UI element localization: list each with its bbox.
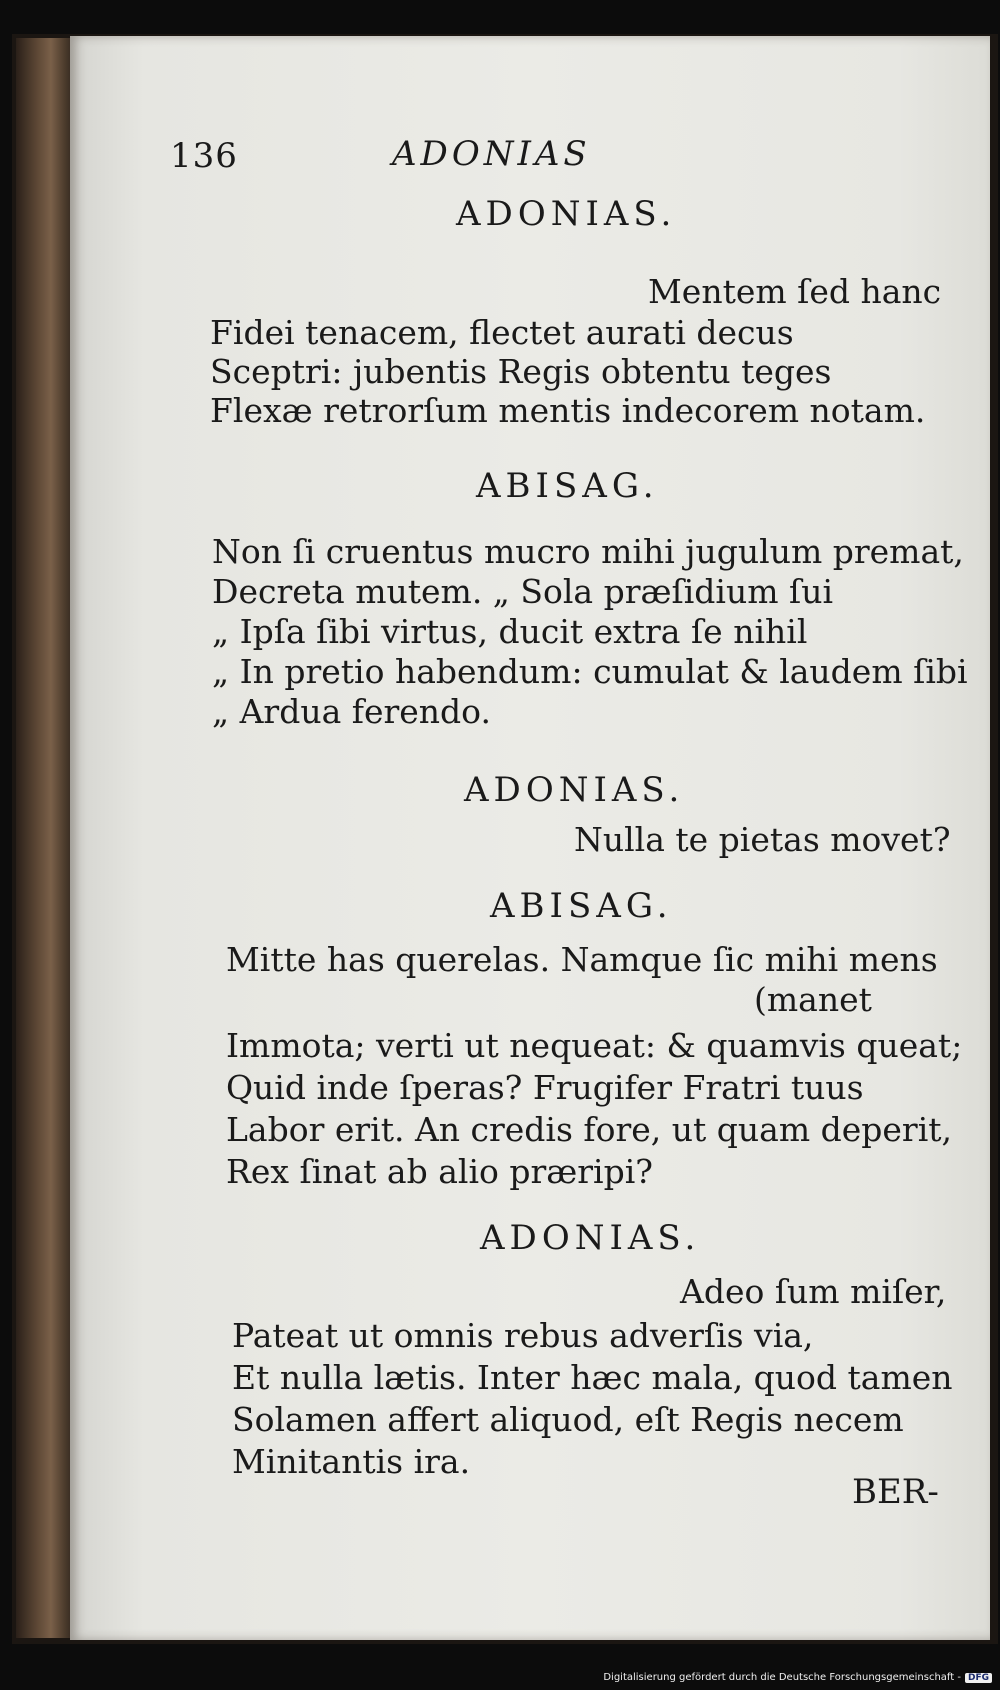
verse-line: Non ſi cruentus mucro mihi jugulum premat, xyxy=(212,532,964,571)
verse-line: Nulla te pietas movet? xyxy=(574,820,951,859)
verse-line: Sceptri: jubentis Regis obtentu teges xyxy=(210,352,832,391)
dfg-logo-icon: DFG xyxy=(965,1673,992,1683)
verse-line: (manet xyxy=(754,980,872,1019)
verse-line: Flexæ retrorſum mentis indecorem notam. xyxy=(210,391,926,430)
speaker-heading: ABISAG. xyxy=(490,886,673,926)
verse-line: Immota; verti ut nequeat: & quamvis queat; xyxy=(226,1026,963,1065)
speaker-heading: ADONIAS. xyxy=(480,1218,701,1258)
verse-line: Decreta mutem. „ Sola præſidium ſui xyxy=(212,572,834,611)
verse-line: Pateat ut omnis rebus adverſis via, xyxy=(232,1316,814,1355)
verse-line: Labor erit. An credis fore, ut quam deperit, xyxy=(226,1110,952,1149)
verse-line: Minitantis ira. xyxy=(232,1442,471,1481)
verse-line: „ Ardua ferendo. xyxy=(212,692,491,731)
verse-line: „ In pretio habendum: cumulat & laudem ſibi xyxy=(212,652,968,691)
verse-line: Mentem ſed hanc xyxy=(648,272,942,311)
verse-line: Rex ſinat ab alio præripi? xyxy=(226,1152,653,1191)
credit-text: Digitalisierung gefördert durch die Deutsche Forschungsgemeinschaft - xyxy=(603,1672,961,1683)
speaker-heading: ADONIAS. xyxy=(456,194,677,234)
page-number: 136 xyxy=(170,136,238,176)
verse-line: Mitte has querelas. Namque ſic mihi mens xyxy=(226,940,938,979)
verse-line: „ Ipſa ſibi virtus, ducit extra ſe nihil xyxy=(212,612,808,651)
catchword: BER- xyxy=(852,1472,939,1512)
verse-line: Adeo ſum miſer, xyxy=(680,1272,947,1311)
verse-line: Et nulla lætis. Inter hæc mala, quod tamen xyxy=(232,1358,953,1397)
verse-line: Solamen affert aliquod, eſt Regis necem xyxy=(232,1400,904,1439)
running-title: ADONIAS xyxy=(392,134,591,174)
speaker-heading: ABISAG. xyxy=(476,466,659,506)
verse-line: Quid inde ſperas? Frugifer Fratri tuus xyxy=(226,1068,864,1107)
book-gutter-edge xyxy=(16,38,74,1638)
speaker-heading: ADONIAS. xyxy=(464,770,685,810)
digitization-credit xyxy=(603,1672,992,1683)
verse-line: Fidei tenacem, flectet aurati decus xyxy=(210,313,794,352)
